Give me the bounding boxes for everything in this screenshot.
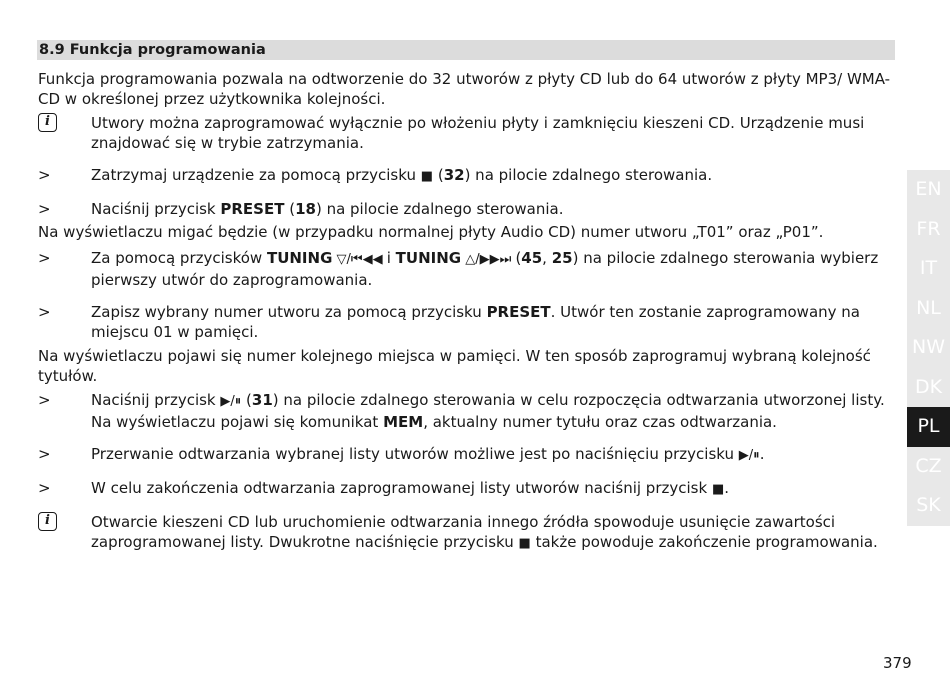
arrow-marker: > — [38, 303, 51, 321]
step-text: , aktualny numer tytułu oraz czas odtwarzania. — [423, 413, 777, 431]
step-text: Naciśnij przycisk — [91, 200, 221, 218]
stop-icon: ■ — [518, 536, 531, 551]
button-number: 45 — [521, 249, 543, 267]
step-text: ( — [515, 249, 522, 267]
step-text: ( — [241, 391, 252, 409]
display-paragraph: Na wyświetlaczu migać będzie (w przypadku normalnej płyty Audio CD) numer utworu „T01” oraz „P01”. — [38, 223, 824, 241]
step-text: . Utwór ten zostanie zaprogramowany na miejscu 01 w pamięci. — [91, 303, 860, 341]
button-number: 18 — [295, 200, 316, 218]
step-item — [38, 302, 896, 342]
step-text: . — [759, 445, 765, 463]
arrow-marker: > — [38, 200, 51, 218]
language-tab-nw[interactable]: NW — [912, 336, 945, 358]
arrow-marker: > — [38, 391, 51, 409]
step-item — [38, 199, 896, 219]
language-sidebar — [907, 170, 950, 526]
tuning-up-icon: △/▶▶⏭ — [461, 252, 516, 267]
info-icon: i — [38, 113, 57, 132]
language-tab-fr[interactable]: FR — [916, 217, 941, 240]
arrow-marker: > — [38, 479, 51, 497]
step-text: Za pomocą przycisków — [91, 249, 267, 267]
note-text: także powoduje zakończenie programowania. — [530, 533, 878, 551]
stop-icon: ■ — [420, 169, 434, 184]
step-text: ( — [437, 166, 444, 184]
document-body — [38, 69, 896, 554]
language-tab-cz[interactable]: CZ — [915, 454, 942, 477]
section-title: 8.9 Funkcja programowania — [37, 40, 895, 60]
step-text: Naciśnij przycisk — [91, 391, 221, 409]
step-item — [38, 390, 896, 432]
button-name: PRESET — [220, 200, 285, 218]
step-text: ) na pilocie zdalnego sterowania. — [315, 200, 564, 218]
language-tab-it[interactable]: IT — [919, 257, 938, 279]
page-number: 379 — [883, 654, 912, 672]
note-text: Utwory można zaprogramować wyłącznie po włożeniu płyty i zamknięciu kieszeni CD. Urządzenie musi znajdować się w trybie zatrzymania. — [91, 114, 865, 152]
intro-paragraph: Funkcja programowania pozwala na odtworzenie do 32 utworów z płyty CD lub do 64 utworów z płyty MP3/ WMA-CD w określonej przez użytkownika kolejności. — [38, 70, 891, 108]
button-name: PRESET — [486, 303, 551, 321]
step-text: Przerwanie odtwarzania wybranej listy utworów możliwe jest po naciśnięciu przycisku — [91, 445, 739, 463]
step-text: ( — [284, 200, 296, 218]
tuning-down-icon: ▽/⏮◀◀ — [332, 252, 387, 267]
play-pause-icon: ▶/⏸ — [220, 394, 242, 409]
step-text: , — [542, 249, 552, 267]
arrow-marker: > — [38, 166, 51, 184]
button-name: TUNING — [266, 249, 333, 267]
stop-icon: ■ — [711, 482, 725, 497]
arrow-marker: > — [38, 445, 51, 463]
step-text: W celu zakończenia odtwarzania zaprogramowanej listy utworów naciśnij przycisk — [91, 479, 712, 497]
display-message: MEM — [383, 413, 424, 431]
button-number: 32 — [443, 166, 465, 184]
info-icon: i — [38, 512, 57, 531]
step-item — [38, 165, 896, 187]
step-text: ) na pilocie zdalnego sterowania. — [464, 166, 713, 184]
step-text: ) na pilocie zdalnego sterowania wybierz pierwszy utwór do zaprogramowania. — [91, 249, 879, 289]
language-tab-dk[interactable]: DK — [914, 375, 943, 398]
play-pause-icon: ▶/⏸ — [738, 448, 760, 463]
note-text: Otwarcie kieszeni CD lub uruchomienie odtwarzania innego źródła spowoduje usunięcie zawartości zaprogramowanej listy. Dwukrotne naciśnięcie przycisku — [91, 513, 836, 551]
step-text: ) na pilocie zdalnego sterowania w celu rozpoczęcia odtwarzania utworzonej listy. Na wyświetlaczu pojawi się komunikat — [91, 391, 885, 431]
note-item — [38, 113, 896, 153]
language-tab-sk[interactable]: SK — [916, 494, 941, 516]
button-number: 25 — [551, 249, 573, 267]
button-name: TUNING — [395, 249, 462, 267]
step-text: Zatrzymaj urządzenie za pomocą przycisku — [91, 166, 416, 184]
step-item — [38, 444, 896, 466]
step-text: . — [724, 479, 730, 497]
step-item — [38, 248, 896, 290]
language-tab-en[interactable]: EN — [915, 178, 942, 200]
memory-paragraph: Na wyświetlaczu pojawi się numer kolejnego miejsca w pamięci. W ten sposób zaprogramuj wybraną kolejność tytułów. — [38, 347, 871, 385]
step-text: Zapisz wybrany numer utworu za pomocą przycisku — [91, 303, 487, 321]
arrow-marker: > — [38, 249, 51, 267]
step-text: i — [386, 249, 396, 267]
button-number: 31 — [251, 391, 273, 409]
step-item — [38, 478, 896, 500]
note-item — [38, 512, 896, 554]
language-tab-pl[interactable]: PL — [907, 407, 950, 447]
language-tab-nl[interactable]: NL — [916, 296, 941, 319]
